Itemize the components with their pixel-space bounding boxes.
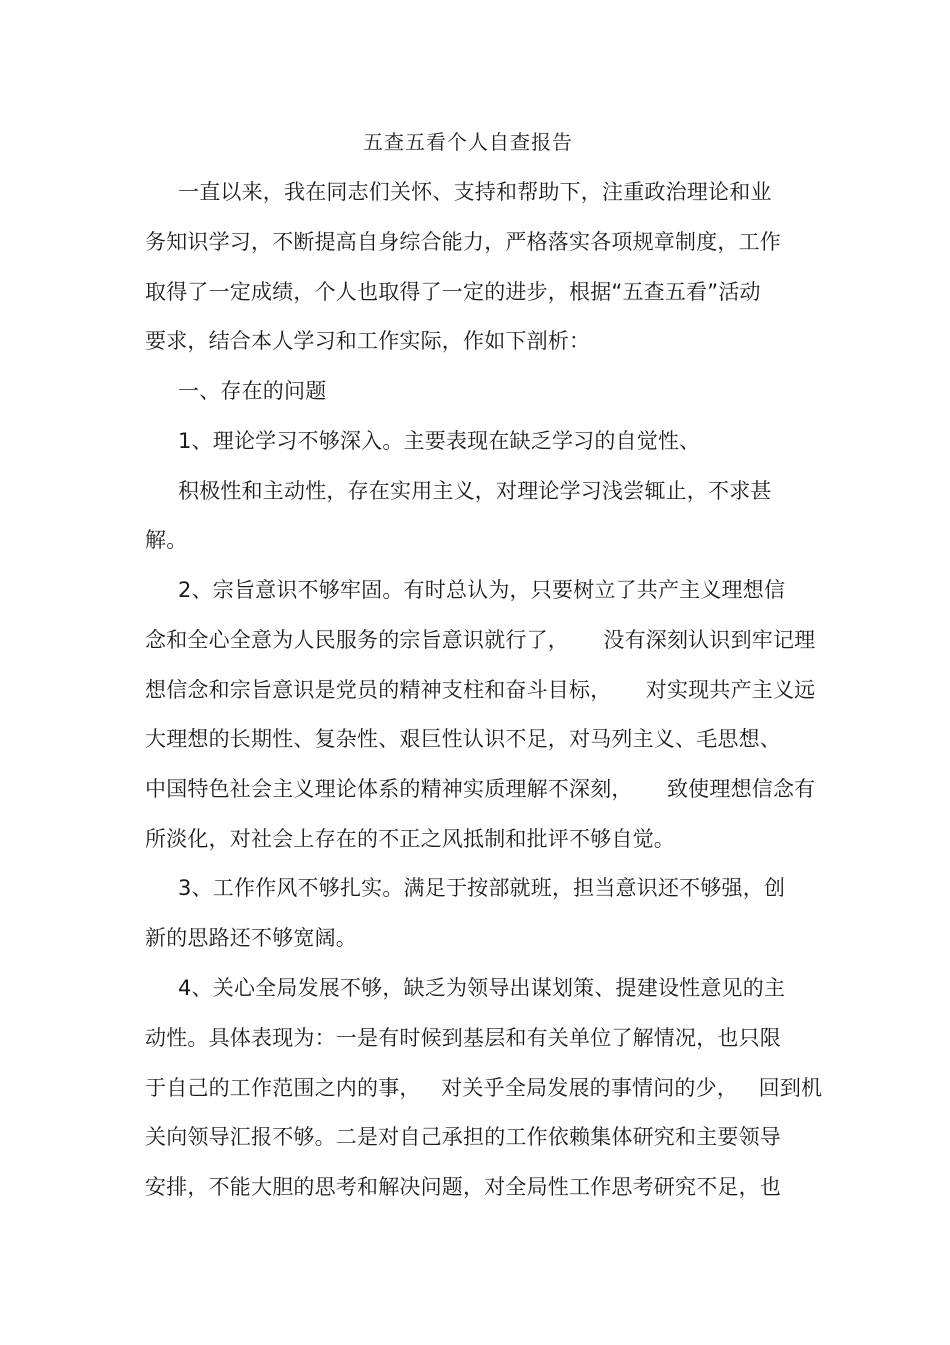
paragraph-line: 新的思路还不够宽阔。: [145, 926, 357, 950]
paragraph-line: 1、理论学习不够深入。主要表现在缺乏学习的自觉性、: [178, 429, 701, 453]
paragraph-line: 中国特色社会主义理论体系的精神实质理解不深刻， 致使理想信念有: [145, 777, 816, 801]
paragraph-line: 4、关心全局发展不够，缺乏为领导出谋划策、提建设性意见的主: [178, 976, 786, 1000]
paragraph-line: 于自己的工作范围之内的事， 对关乎全局发展的事情问的少， 回到机: [145, 1076, 823, 1100]
paragraph-line: 想信念和宗旨意识是党员的精神支柱和奋斗目标， 对实现共产主义远: [145, 678, 816, 702]
paragraph-line: 一直以来，我在同志们关怀、支持和帮助下，注重政治理论和业: [178, 180, 772, 204]
paragraph-line: 大理想的长期性、复杂性、艰巨性认识不足，对马列主义、毛思想、: [145, 727, 781, 751]
section-heading: 一、存在的问题: [178, 379, 327, 403]
paragraph-line: 所淡化，对社会上存在的不正之风抵制和批评不够自觉。: [145, 827, 675, 851]
paragraph-line: 动性。具体表现为：一是有时候到基层和有关单位了解情况，也只限: [145, 1026, 781, 1050]
paragraph-line: 务知识学习，不断提高自身综合能力，严格落实各项规章制度，工作: [145, 230, 781, 254]
paragraph-line: 念和全心全意为人民服务的宗旨意识就行了， 没有深刻认识到牢记理: [145, 628, 816, 652]
paragraph-line: 要求，结合本人学习和工作实际，作如下剖析：: [145, 329, 591, 353]
paragraph-line: 3、工作作风不够扎实。满足于按部就班，担当意识还不够强，创: [178, 876, 786, 900]
document-title: 五查五看个人自查报告: [363, 130, 573, 154]
paragraph-line: 取得了一定成绩，个人也取得了一定的进步，根据“五查五看”活动: [145, 280, 761, 304]
paragraph-line: 关向领导汇报不够。二是对自己承担的工作依赖集体研究和主要领导: [145, 1125, 781, 1149]
paragraph-line: 2、宗旨意识不够牢固。有时总认为，只要树立了共产主义理想信: [178, 578, 786, 602]
paragraph-line: 解。: [145, 528, 188, 552]
paragraph-line: 积极性和主动性，存在实用主义，对理论学习浅尝辄止，不求甚: [178, 479, 772, 503]
paragraph-line: 安排，不能大胆的思考和解决问题，对全局性工作思考研究不足，也: [145, 1175, 781, 1199]
